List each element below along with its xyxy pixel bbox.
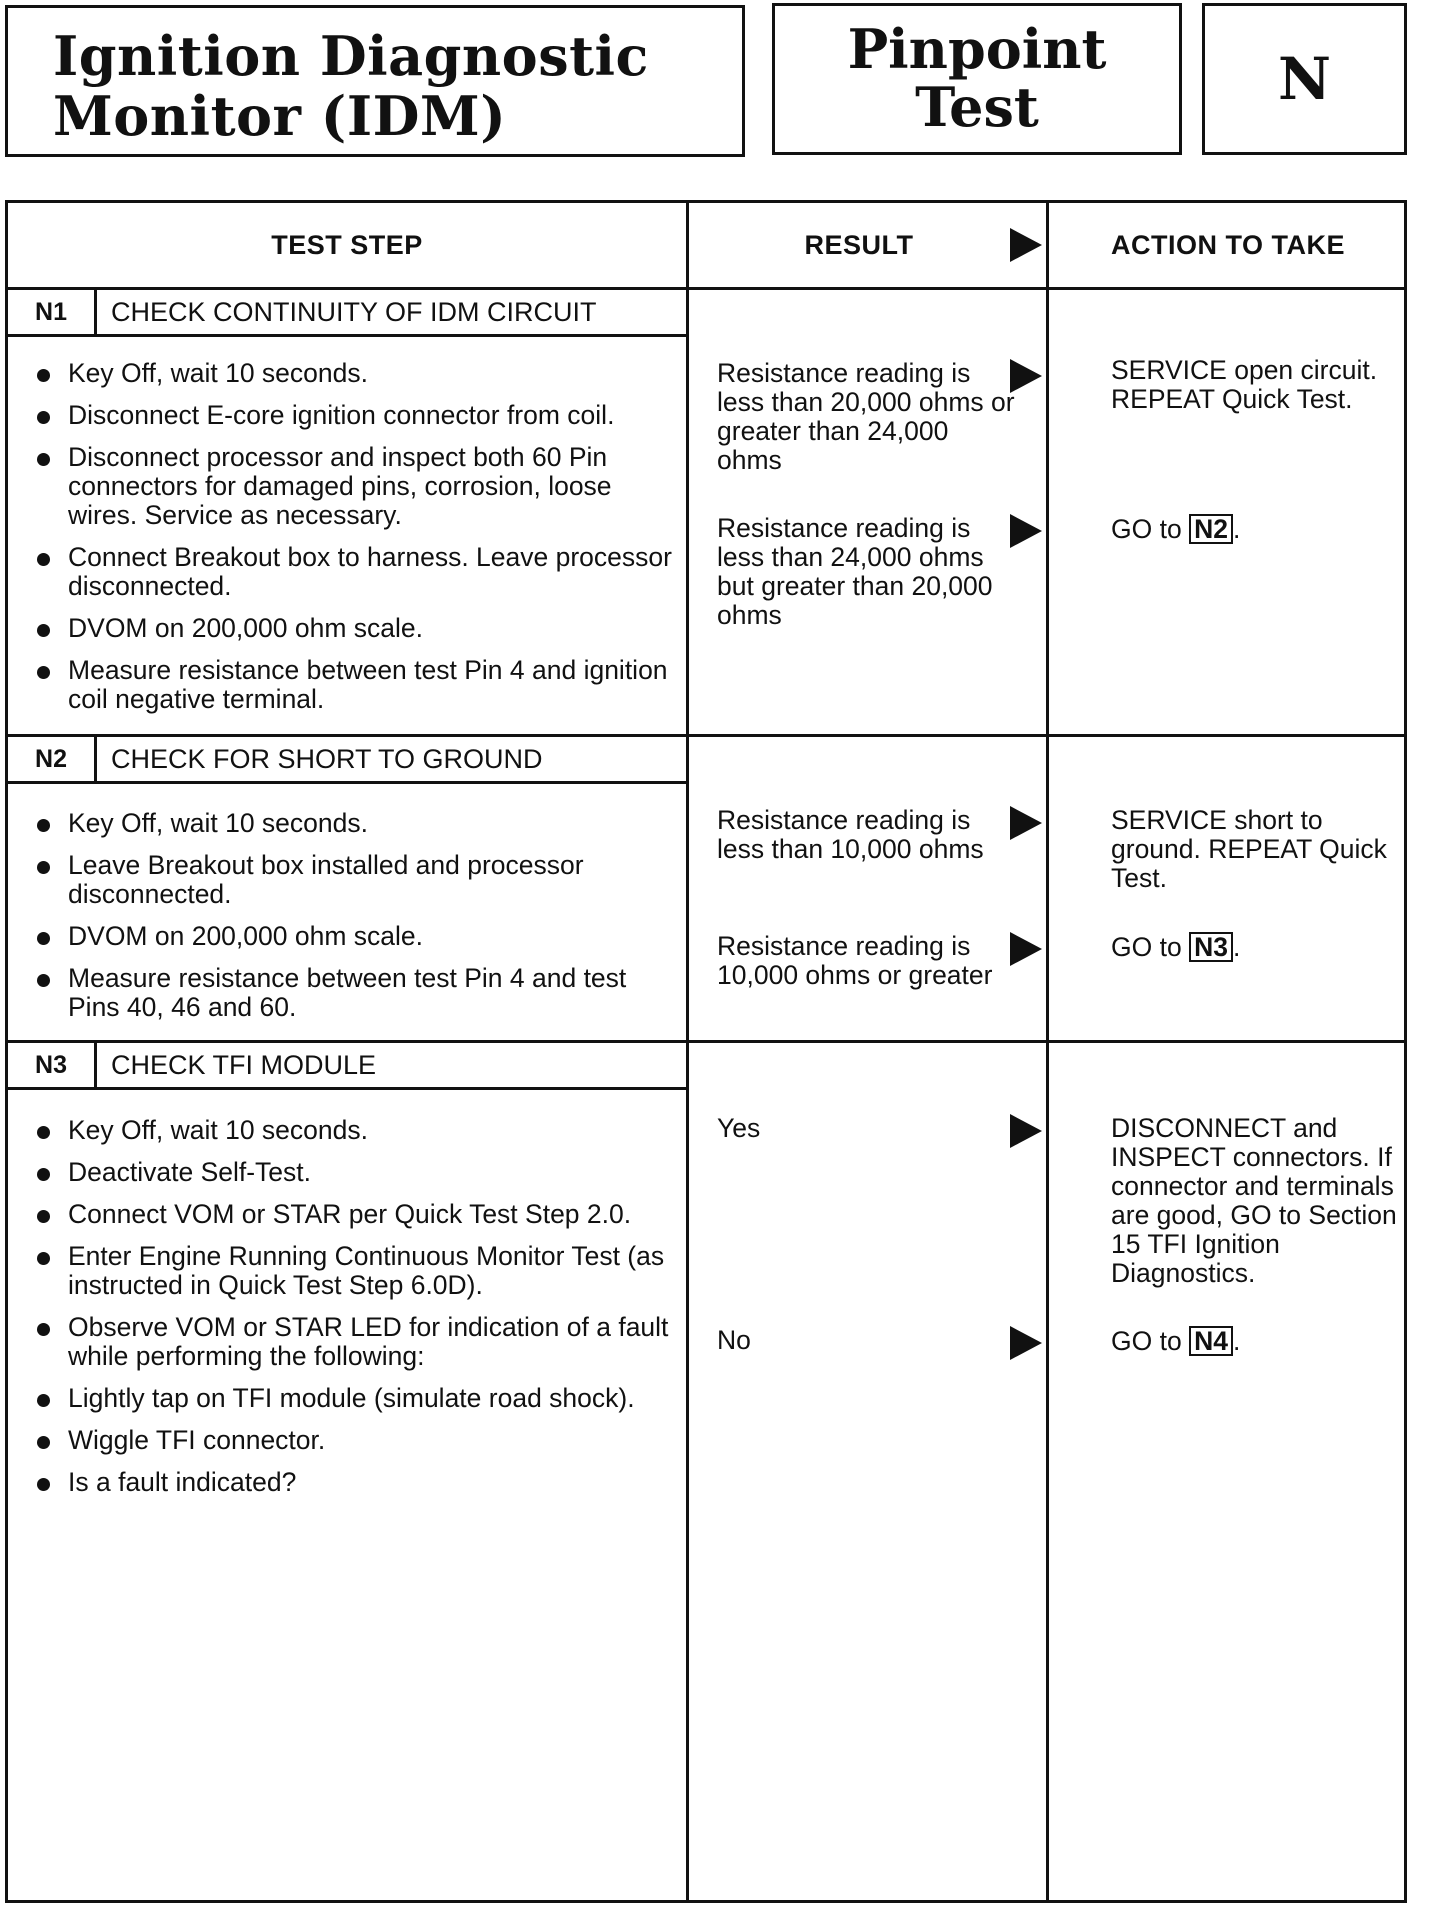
page-title [53,26,649,146]
step-ref-n2[interactable]: N2 [1189,514,1233,544]
column-divider-1 [686,203,689,1900]
result-text: No [717,1325,751,1355]
action-goto [1111,1326,1411,1356]
pinpoint-line-2: Test [915,75,1039,139]
column-header-test-step: TEST STEP [271,230,423,260]
list-item: Key Off, wait 10 seconds. [33,359,683,388]
action-text: SERVICE open circuit. REPEAT Quick Test. [1111,355,1378,414]
arrow-right-icon [1010,1114,1042,1148]
action-prefix: GO to [1111,514,1182,544]
list-item: Observe VOM or STAR LED for indication of a fault while performing the following: [33,1313,683,1371]
step-ref-n3[interactable]: N3 [1189,932,1233,962]
result-text: Yes [717,1113,761,1143]
step-header-n3 [8,1043,686,1090]
action-text: DISCONNECT and INSPECT connectors. If connector and terminals are good, GO to Section 15 TFI Ignition Diagnostics. [1111,1113,1397,1288]
test-letter: N [1277,45,1331,113]
list-item: Deactivate Self-Test. [33,1158,683,1187]
list-item: Disconnect E-core ignition connector from coil. [33,401,683,430]
pinpoint-line-1: Pinpoint [847,17,1107,81]
result-text: Resistance reading is 10,000 ohms or greater [717,931,993,990]
column-divider-2 [1046,203,1049,1900]
arrow-right-icon [1010,806,1042,840]
list-item: Disconnect processor and inspect both 60 Pin connectors for damaged pins, corrosion, loose wires. Service as necessary. [33,443,683,530]
pinpoint-table [5,200,1407,1903]
step-header-n2 [8,737,686,784]
column-header-action: ACTION TO TAKE [1111,230,1345,260]
result-text: Resistance reading is less than 24,000 ohms but greater than 20,000 ohms [717,513,993,630]
action-text: SERVICE short to ground. REPEAT Quick Test. [1111,805,1387,893]
step-header-n1 [8,290,686,337]
list-item: Lightly tap on TFI module (simulate road shock). [33,1384,683,1413]
step-id: N3 [8,1043,97,1087]
action-prefix: GO to [1111,1326,1182,1356]
pinpoint-test-label [775,17,1179,139]
list-item: Enter Engine Running Continuous Monitor Test (as instructed in Quick Test Step 6.0D). [33,1242,683,1300]
result-text: Resistance reading is less than 20,000 ohms or greater than 24,000 ohms [717,358,1015,475]
list-item: Is a fault indicated? [33,1468,683,1497]
title-box [5,5,745,157]
list-item: Measure resistance between test Pin 4 and ignition coil negative terminal. [33,656,683,714]
list-item: Connect Breakout box to harness. Leave processor disconnected. [33,543,683,601]
list-item: Connect VOM or STAR per Quick Test Step 2.0. [33,1200,683,1229]
step-title: CHECK CONTINUITY OF IDM CIRCUIT [111,297,597,327]
title-line-1: Ignition Diagnostic [53,24,649,88]
step-id: N1 [8,290,97,334]
test-letter-box [1202,3,1407,155]
title-line-2: Monitor (IDM) [53,84,507,148]
list-item: Measure resistance between test Pin 4 and test Pins 40, 46 and 60. [33,964,683,1022]
step-ref-n4[interactable]: N4 [1189,1326,1233,1356]
action-prefix: GO to [1111,932,1182,962]
action-suffix: . [1232,514,1241,544]
step-n2-instructions [33,809,683,1035]
step-n3-instructions [33,1116,683,1510]
step-id: N2 [8,737,97,781]
list-item: Leave Breakout box installed and processor disconnected. [33,851,683,909]
result-text: Resistance reading is less than 10,000 ohms [717,805,984,864]
action-suffix: . [1232,932,1241,962]
list-item: DVOM on 200,000 ohm scale. [33,922,683,951]
list-item: Key Off, wait 10 seconds. [33,1116,683,1145]
arrow-right-icon [1010,932,1042,966]
action-goto [1111,932,1411,962]
arrow-right-icon [1010,228,1042,262]
step-n1-instructions [33,359,683,727]
column-header-result: RESULT [804,230,914,260]
step-title: CHECK FOR SHORT TO GROUND [111,744,543,774]
arrow-right-icon [1010,1326,1042,1360]
arrow-right-icon [1010,359,1042,393]
list-item: DVOM on 200,000 ohm scale. [33,614,683,643]
pinpoint-test-box [772,3,1182,155]
list-item: Key Off, wait 10 seconds. [33,809,683,838]
arrow-right-icon [1010,514,1042,548]
list-item: Wiggle TFI connector. [33,1426,683,1455]
action-goto [1111,514,1411,544]
action-suffix: . [1232,1326,1241,1356]
step-title: CHECK TFI MODULE [111,1050,377,1080]
